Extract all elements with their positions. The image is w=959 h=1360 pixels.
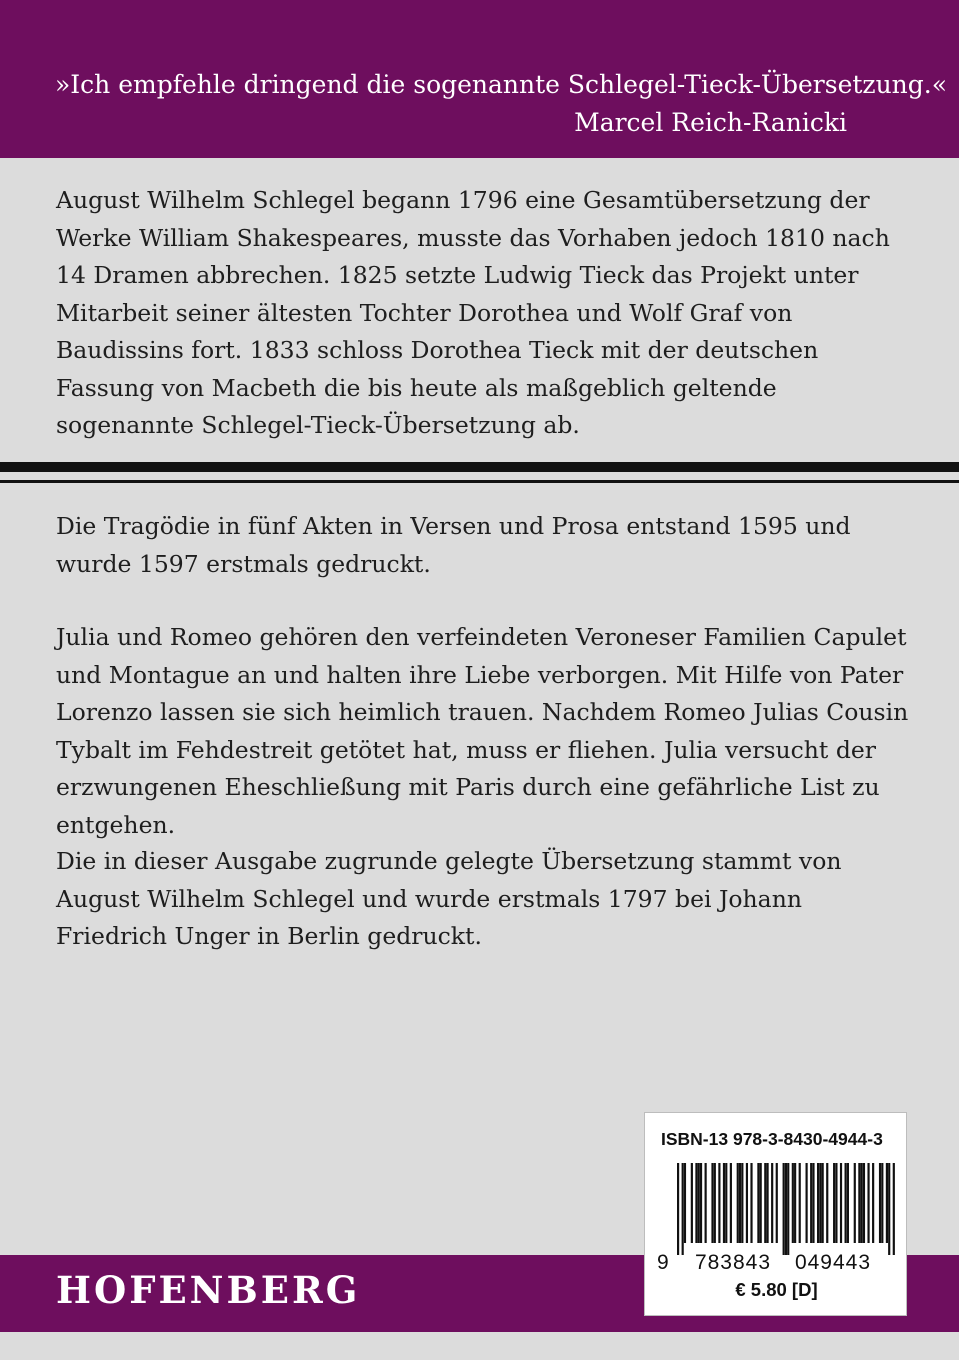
barcode-bar [677, 1163, 679, 1255]
barcode-bar [785, 1163, 787, 1255]
barcode [655, 1161, 898, 1273]
barcode-bar [725, 1163, 727, 1243]
barcode-bar [847, 1163, 849, 1243]
translation-history-paragraph: August Wilhelm Schlegel begann 1796 eine Gesamtübersetzung der Werke William Shakespeares, musste das Vorhaben jedoch 1810 nach 14 Dramen abbrechen. 1825 setzte Ludwig Tieck das Projekt unter Mitarbeit seiner ältesten Tochter Dorothea und Wolf Graf von Baudissins fort. 1833 schloss Dorothea Tieck mit der deutschen Fassung von Macbeth die bis heute als maßgeblich geltende sogenannte Schlegel-Tieck-Übersetzung ab. [56, 186, 890, 439]
barcode-bar [888, 1163, 890, 1255]
barcode-bar [730, 1163, 732, 1243]
barcode-bar [711, 1163, 713, 1243]
barcode-bar [861, 1163, 863, 1243]
barcode-bar [812, 1163, 814, 1243]
barcode-bar [840, 1163, 842, 1243]
barcode-bar [792, 1163, 794, 1243]
barcode-bar [691, 1163, 693, 1243]
barcode-bar [817, 1163, 819, 1243]
barcode-bar [826, 1163, 828, 1243]
barcode-bar [819, 1163, 821, 1243]
barcode-bar [810, 1163, 812, 1243]
barcode-bar [757, 1163, 759, 1243]
barcode-bar [723, 1163, 725, 1243]
divider-thick [0, 462, 959, 472]
barcode-bar [684, 1163, 686, 1243]
divider-thin [0, 480, 959, 483]
barcode-bar [718, 1163, 720, 1243]
barcode-bar [766, 1163, 768, 1243]
barcode-bar [695, 1163, 697, 1243]
barcode-bar [822, 1163, 824, 1243]
barcode-bar [893, 1163, 895, 1255]
barcode-bar [705, 1163, 707, 1243]
barcode-bar [879, 1163, 881, 1243]
barcode-bar [682, 1163, 684, 1255]
barcode-bar [737, 1163, 739, 1243]
barcode-digits-left: 783843 [694, 1251, 772, 1273]
barcode-bar [854, 1163, 856, 1243]
barcode-bar [741, 1163, 743, 1243]
barcode-bar [845, 1163, 847, 1243]
barcode-bar [698, 1163, 700, 1243]
barcode-bar [881, 1163, 883, 1243]
barcode-bar [771, 1163, 773, 1243]
barcode-bar [739, 1163, 741, 1243]
barcode-bar [863, 1163, 865, 1243]
barcode-bar [858, 1163, 860, 1243]
barcode-bar [806, 1163, 808, 1243]
barcode-bar [750, 1163, 752, 1243]
quote-author: Marcel Reich-Ranicki [574, 108, 847, 137]
barcode-bar [783, 1163, 785, 1255]
tragedy-origin-paragraph: Die Tragödie in fünf Akten in Versen und Prosa entstand 1595 und wurde 1597 erstmals gedruckt. [56, 512, 851, 578]
barcode-bar [714, 1163, 716, 1243]
barcode-bar [886, 1163, 888, 1243]
isbn-box [644, 1112, 907, 1316]
barcode-digit-prefix: 9 [657, 1251, 669, 1273]
barcode-bar [867, 1163, 869, 1243]
publisher-logo: HOFENBERG [56, 1268, 361, 1312]
plot-summary-paragraph: Julia und Romeo gehören den verfeindeten Veroneser Familien Capulet und Montague an und halten ihre Liebe verborgen. Mit Hilfe von Pater Lorenzo lassen sie sich heimlich trauen. Nachdem Romeo Julias Cousin Tybalt im Fehdestreit getötet hat, muss er fliehen. Julia versucht der erzwungenen Eheschließung mit Paris durch eine gefährliche List zu entgehen. [56, 623, 909, 839]
isbn-label: ISBN-13 978-3-8430-4944-3 [661, 1129, 883, 1149]
barcode-bar [833, 1163, 835, 1243]
barcode-bar [835, 1163, 837, 1243]
barcode-bar [746, 1163, 748, 1243]
quote-banner [0, 0, 959, 158]
barcode-bar [787, 1163, 789, 1255]
barcode-digits-right: 049443 [794, 1251, 872, 1273]
price-label: € 5.80 [D] [735, 1279, 818, 1300]
barcode-bar [799, 1163, 801, 1243]
barcode-bar [776, 1163, 778, 1243]
barcode-bar [794, 1163, 796, 1243]
barcode-bar [700, 1163, 702, 1243]
barcode-bar [872, 1163, 874, 1243]
edition-note-paragraph: Die in dieser Ausgabe zugrunde gelegte Übersetzung stammt von August Wilhelm Schlegel und wurde erstmals 1797 bei Johann Friedrich Unger in Berlin gedruckt. [56, 847, 842, 950]
quote-text: »Ich empfehle dringend die sogenannte Schlegel-Tieck-Übersetzung.« [55, 70, 948, 99]
barcode-bar [764, 1163, 766, 1243]
barcode-bar [760, 1163, 762, 1243]
